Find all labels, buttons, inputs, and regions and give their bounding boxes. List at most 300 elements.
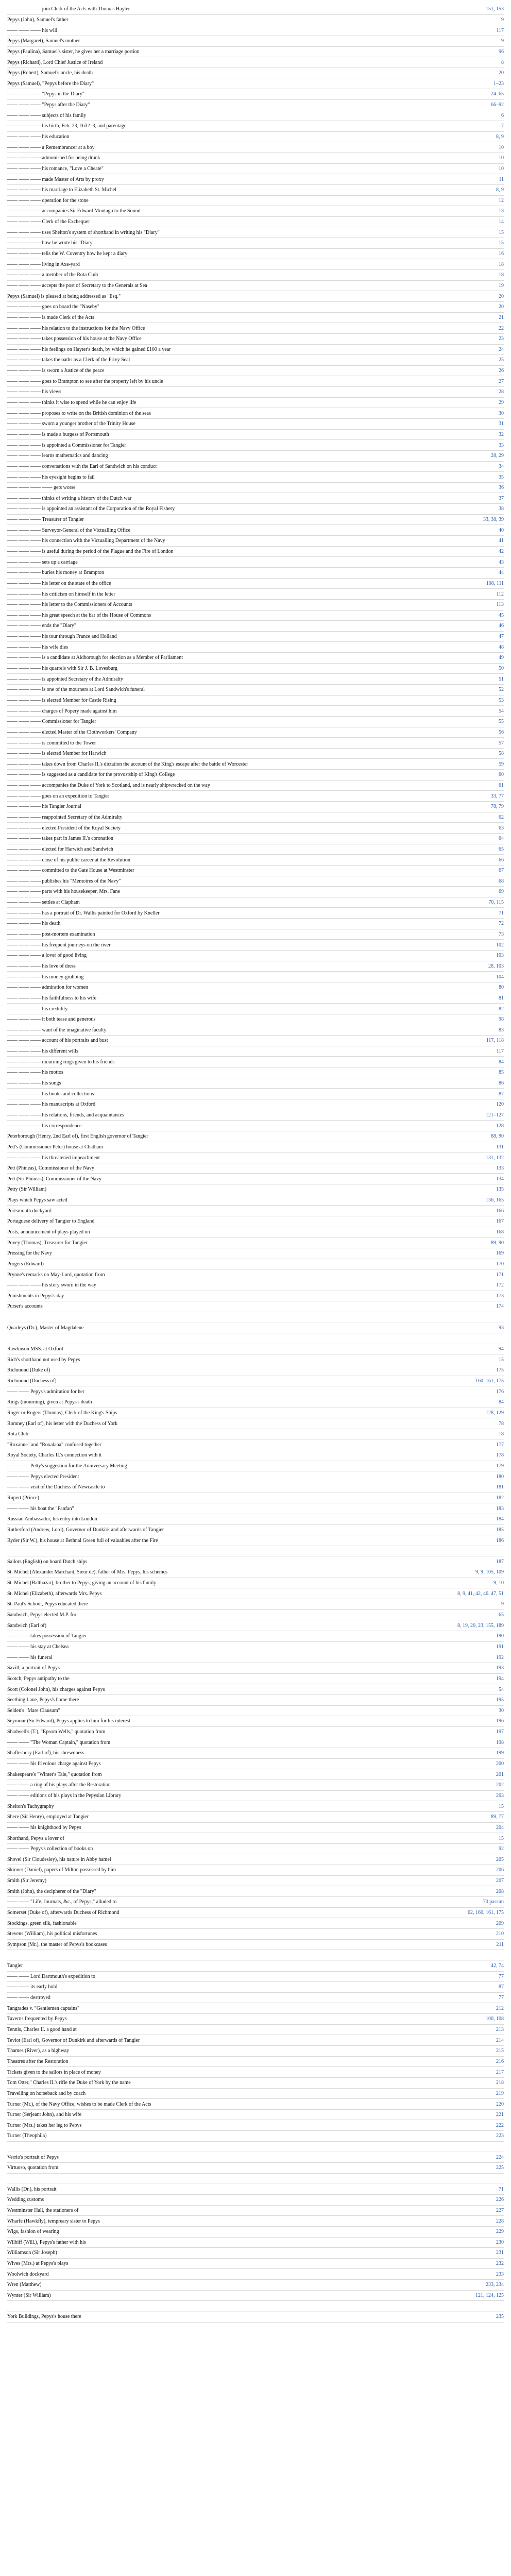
index-entry-pages[interactable]: 41 — [499, 538, 504, 544]
index-entry-text: —— —— —— uses Shelton's system of shorthand in writing his "Diary" — [7, 229, 160, 235]
index-entry-pages[interactable]: 15 — [499, 1357, 504, 1363]
index-entry-text: —— —— —— proposes to write on the British dominion of the seas — [7, 410, 151, 416]
index-entry-pages[interactable]: 18 — [499, 1431, 504, 1437]
index-entry-text: —— —— —— his songs — [7, 1080, 61, 1087]
index-entry-pages[interactable]: 108, 111 — [486, 580, 504, 586]
index-entry-pages[interactable]: 81 — [499, 995, 504, 1001]
index-entry-text: —— —— —— his wife dies — [7, 644, 69, 650]
index-entry-pages[interactable]: 18 — [499, 272, 504, 278]
index-entry-pages[interactable]: 59 — [499, 761, 504, 767]
index-entry-pages[interactable]: 15 — [499, 1835, 504, 1841]
index-entry-text: —— —— —— his will — [7, 27, 58, 33]
index-entry-pages[interactable]: 50 — [499, 666, 504, 672]
index-entry-pages[interactable]: 84 — [499, 1399, 504, 1405]
index-entry-pages[interactable]: 16 — [499, 251, 504, 257]
index-entry-text: Turner (Serjeant John), and his wife — [7, 2112, 82, 2118]
index-entry-pages[interactable]: 199 — [496, 1750, 504, 1756]
index-entry-pages[interactable]: 231 — [496, 2250, 504, 2256]
index-entry-pages[interactable]: 29 — [499, 400, 504, 406]
index-entry-pages[interactable]: 9 — [501, 16, 504, 23]
index-entry-pages[interactable]: 180 — [496, 1473, 504, 1480]
index-entry-pages[interactable]: 19 — [499, 282, 504, 289]
index-entry — [7, 823, 504, 834]
index-entry-pages[interactable]: 30 — [499, 410, 504, 416]
index-entry-pages[interactable]: 48 — [499, 644, 504, 650]
index-entry — [7, 2152, 504, 2163]
index-entry-pages[interactable]: 96 — [499, 48, 504, 55]
index-entry-pages[interactable]: 61 — [499, 783, 504, 789]
index-entry-pages[interactable]: 37 — [499, 495, 504, 501]
index-entry — [7, 1354, 504, 1365]
index-entry-pages[interactable]: 28 — [499, 389, 504, 395]
index-entry-pages[interactable]: 10 — [499, 155, 504, 161]
index-entry-pages[interactable]: 8, 9 — [496, 134, 504, 140]
index-entry-pages[interactable]: 190 — [496, 1633, 504, 1639]
index-entry-pages[interactable]: 200 — [496, 1761, 504, 1767]
index-entry-pages[interactable]: 25 — [499, 357, 504, 363]
index-entry — [7, 1716, 504, 1727]
index-entry-pages[interactable]: 214 — [496, 2037, 504, 2043]
index-entry-pages[interactable]: 210 — [496, 1931, 504, 1937]
index-entry — [7, 47, 504, 58]
index-entry-pages[interactable]: 38 — [499, 506, 504, 512]
index-entry — [7, 2184, 504, 2195]
index-entry-pages[interactable]: 56 — [499, 729, 504, 735]
index-entry-text: Wedding customs — [7, 2197, 44, 2203]
index-entry-pages[interactable]: 232 — [496, 2261, 504, 2267]
index-entry-pages[interactable]: 178 — [496, 1452, 504, 1459]
index-entry-text: —— —— —— Clerk of the Exchequer — [7, 219, 90, 225]
index-entry — [7, 376, 504, 387]
index-entry-pages[interactable]: 181 — [496, 1484, 504, 1490]
index-entry — [7, 4, 504, 15]
index-entry-pages[interactable]: 35 — [499, 474, 504, 480]
index-entry-pages[interactable]: 175 — [496, 1367, 504, 1374]
index-entry-pages[interactable]: 44 — [499, 570, 504, 576]
index-entry-pages[interactable]: 8, 9 — [496, 187, 504, 193]
index-entry — [7, 1972, 504, 1982]
index-entry-pages[interactable]: 229 — [496, 2229, 504, 2235]
index-entry-pages[interactable]: 45 — [499, 612, 504, 618]
index-entry — [7, 2227, 504, 2238]
index-entry-pages[interactable]: 205 — [496, 1856, 504, 1862]
index-entry-pages[interactable]: 89, 90 — [491, 1240, 504, 1246]
index-entry-pages[interactable]: 92 — [499, 1846, 504, 1852]
index-entry-pages[interactable]: 121–127 — [486, 1112, 504, 1118]
index-entry-pages[interactable]: 120 — [496, 1101, 504, 1108]
index-entry-pages[interactable]: 160, 161, 175 — [475, 1378, 504, 1384]
index-entry-text: —— —— —— his relations, friends, and acquaintances — [7, 1112, 124, 1118]
index-entry — [7, 1769, 504, 1780]
index-entry — [7, 1376, 504, 1387]
index-entry-pages[interactable]: 46 — [499, 623, 504, 629]
index-entry-pages[interactable]: 204 — [496, 1824, 504, 1831]
index-entry-pages[interactable]: 10 — [499, 165, 504, 172]
index-entry-pages[interactable]: 55 — [499, 719, 504, 725]
index-entry — [7, 1897, 504, 1908]
index-entry-pages[interactable]: 15 — [499, 240, 504, 246]
index-entry-pages[interactable]: 78, 79 — [491, 804, 504, 810]
index-entry-text: —— —— "The Woman Captain," quotation from — [7, 1739, 111, 1745]
index-entry — [7, 770, 504, 781]
index-entry-pages[interactable]: 70 passim — [483, 1899, 504, 1905]
index-entry-pages[interactable]: 174 — [496, 1303, 504, 1310]
index-entry-pages[interactable]: 84 — [499, 1059, 504, 1065]
index-entry-text: —— —— —— publishes his "Memoires of the Navy" — [7, 878, 121, 884]
index-entry-pages[interactable]: 203 — [496, 1792, 504, 1799]
index-entry-pages[interactable]: 179 — [496, 1463, 504, 1469]
index-entry-pages[interactable]: 43 — [499, 559, 504, 565]
index-entry-pages[interactable]: 224 — [496, 2154, 504, 2160]
index-entry-pages[interactable]: 51 — [499, 676, 504, 682]
index-entry-pages[interactable]: 69 — [499, 889, 504, 895]
index-entry-pages[interactable]: 34 — [499, 463, 504, 469]
index-entry-pages[interactable]: 36 — [499, 485, 504, 491]
index-entry — [7, 993, 504, 1004]
index-entry-text: —— —— his stay at Chelsea — [7, 1643, 69, 1650]
index-entry-pages[interactable]: 62, 160, 161, 175 — [468, 1909, 504, 1916]
index-entry-text: —— —— —— his education — [7, 134, 70, 140]
index-entry-pages[interactable]: 220 — [496, 2101, 504, 2107]
index-entry-pages[interactable]: 40 — [499, 527, 504, 533]
index-entry-pages[interactable]: 131, 132 — [486, 1155, 504, 1161]
index-entry-pages[interactable]: 103 — [496, 953, 504, 959]
index-entry-pages[interactable]: 49 — [499, 655, 504, 661]
index-entry-pages[interactable]: 167 — [496, 1218, 504, 1225]
index-entry-pages[interactable]: 27 — [499, 378, 504, 384]
index-entry-pages[interactable]: 212 — [496, 2005, 504, 2011]
index-entry — [7, 2280, 504, 2291]
index-entry-pages[interactable]: 54 — [499, 708, 504, 714]
index-entry-pages[interactable]: 33 — [499, 442, 504, 448]
index-entry-pages[interactable]: 67 — [499, 868, 504, 874]
index-entry-pages[interactable]: 83 — [499, 1027, 504, 1033]
index-entry-pages[interactable]: 26 — [499, 368, 504, 374]
index-entry-pages[interactable]: 121, 124, 125 — [475, 2293, 504, 2299]
index-entry-text: —— —— —— tells the W. Coventry how he kept a diary — [7, 251, 128, 257]
index-entry-pages[interactable]: 233 — [496, 2271, 504, 2277]
index-entry — [7, 1099, 504, 1110]
index-entry-pages[interactable]: 100, 108 — [486, 2016, 504, 2022]
index-entry-text: —— —— —— elected for Harwich and Sandwich — [7, 846, 113, 852]
index-entry — [7, 1014, 504, 1025]
index-entry-pages[interactable]: 9 — [501, 38, 504, 44]
index-entry-pages[interactable]: 166 — [496, 1208, 504, 1214]
index-entry-pages[interactable]: 217 — [496, 2069, 504, 2075]
index-entry-pages[interactable]: 211 — [496, 1941, 504, 1947]
index-entry-pages[interactable]: 206 — [496, 1867, 504, 1873]
index-entry-text: Pett's (Commissioner Peter) house at Chatham — [7, 1144, 103, 1150]
index-entry-pages[interactable]: 128, 129 — [486, 1410, 504, 1416]
index-entry-pages[interactable]: 65 — [499, 846, 504, 852]
index-entry-pages[interactable]: 136, 165 — [486, 1197, 504, 1204]
index-entry — [7, 1695, 504, 1706]
index-entry-pages[interactable]: 70, 115 — [488, 900, 504, 906]
index-entry-pages[interactable]: 20 — [499, 70, 504, 76]
index-entry-pages[interactable]: 187 — [496, 1558, 504, 1565]
index-entry-pages[interactable]: 21 — [499, 314, 504, 320]
index-entry-pages[interactable]: 62 — [499, 815, 504, 820]
index-entry-pages[interactable]: 230 — [496, 2239, 504, 2245]
index-entry-pages[interactable]: 94 — [499, 1346, 504, 1352]
index-entry-pages[interactable]: 68 — [499, 878, 504, 884]
index-entry-pages[interactable]: 23 — [499, 336, 504, 342]
index-entry-pages[interactable]: 8 — [501, 59, 504, 65]
index-entry-pages[interactable]: 8, 19, 20, 23, 155, 189 — [457, 1622, 504, 1629]
index-entry-pages[interactable]: 18 — [499, 261, 504, 267]
index-entry-pages[interactable]: 52 — [499, 687, 504, 693]
index-entry-pages[interactable]: 28, 103 — [488, 963, 504, 969]
index-entry-pages[interactable]: 168 — [496, 1229, 504, 1235]
index-entry-text: —— —— —— operation for the stone — [7, 197, 89, 204]
index-entry-text: Wren (Matthew) — [7, 2282, 42, 2288]
index-entry-pages[interactable]: 24 — [499, 346, 504, 352]
index-entry-pages[interactable]: 33, 38, 39 — [483, 517, 504, 523]
index-entry-text: Stockings, green silk, fashionable — [7, 1920, 77, 1926]
index-entry-pages[interactable]: 233, 234 — [486, 2282, 504, 2288]
index-entry-pages[interactable]: 32 — [499, 431, 504, 437]
index-entry-pages[interactable]: 12 — [499, 197, 504, 204]
index-entry-pages[interactable]: 42 — [499, 548, 504, 554]
index-entry-pages[interactable]: 128 — [496, 1123, 504, 1129]
index-entry-pages[interactable]: 195 — [496, 1697, 504, 1703]
index-entry-pages[interactable]: 28, 29 — [491, 453, 504, 459]
index-entry-pages[interactable]: 8, 9, 41, 42, 46, 47, 51 — [457, 1590, 504, 1597]
index-entry-text: —— —— —— post-mortem examination — [7, 931, 95, 938]
index-entry-pages[interactable]: 71 — [499, 910, 504, 916]
index-entry-pages[interactable]: 63 — [499, 825, 504, 831]
index-entry-pages[interactable]: 89, 77 — [491, 1814, 504, 1820]
index-entry-pages[interactable]: 93 — [499, 1325, 504, 1331]
index-entry-pages[interactable]: 1–23 — [493, 80, 504, 87]
index-entry-pages[interactable]: 172 — [496, 1282, 504, 1289]
index-entry — [7, 121, 504, 132]
index-entry — [7, 1525, 504, 1536]
index-entry-text: —— —— —— is made Clerk of the Acts — [7, 314, 94, 320]
index-entry-text: Rota Club — [7, 1431, 28, 1437]
index-entry-pages[interactable]: 218 — [496, 2080, 504, 2086]
index-entry-pages[interactable]: 14 — [499, 219, 504, 225]
index-entry-pages[interactable]: 10 — [499, 144, 504, 150]
index-entry — [7, 557, 504, 568]
index-entry-pages[interactable]: 221 — [496, 2112, 504, 2118]
index-spacer — [7, 2142, 504, 2153]
index-entry-pages[interactable]: 104 — [496, 974, 504, 980]
index-entry-pages[interactable]: 219 — [496, 2090, 504, 2096]
index-entry — [7, 759, 504, 770]
index-entry-text: Tangier — [7, 1963, 23, 1969]
index-entry-pages[interactable]: 194 — [496, 1675, 504, 1682]
index-entry-pages[interactable]: 9, 9, 105, 109 — [475, 1569, 504, 1575]
index-entry-pages[interactable]: 6 — [501, 112, 504, 118]
index-entry-pages[interactable]: 82 — [499, 1006, 504, 1012]
index-entry-pages[interactable]: 227 — [496, 2207, 504, 2213]
index-entry-pages[interactable]: 191 — [496, 1643, 504, 1650]
index-entry-pages[interactable]: 58 — [499, 751, 504, 757]
index-entry-pages[interactable]: 31 — [499, 421, 504, 427]
index-entry-pages[interactable]: 117, 118 — [486, 1038, 504, 1044]
index-entry-pages[interactable]: 86 — [499, 1080, 504, 1087]
index-entry-pages[interactable]: 226 — [496, 2197, 504, 2203]
index-entry-pages[interactable]: 201 — [496, 1771, 504, 1777]
index-entry-text: —— —— —— account of his portraits and bust — [7, 1038, 108, 1044]
index-entry-pages[interactable]: 72 — [499, 921, 504, 927]
index-entry — [7, 1503, 504, 1514]
index-entry-pages[interactable]: 7 — [501, 123, 504, 129]
index-entry-pages[interactable]: 88, 90 — [491, 1133, 504, 1140]
index-entry-pages[interactable]: 171 — [496, 1272, 504, 1278]
index-entry — [7, 1004, 504, 1014]
index-entry-pages[interactable]: 87 — [499, 1984, 504, 1990]
index-entry-pages[interactable]: 208 — [496, 1888, 504, 1894]
index-entry-text: Rutherford (Andrew, Lord), Governor of Dunkirk and afterwards of Tangier — [7, 1527, 164, 1533]
index-entry-pages[interactable]: 169 — [496, 1250, 504, 1257]
index-entry-pages[interactable]: 85 — [499, 1070, 504, 1076]
index-entry-pages[interactable]: 80 — [499, 985, 504, 991]
index-entry-pages[interactable]: 202 — [496, 1782, 504, 1788]
index-entry-pages[interactable]: 20 — [499, 293, 504, 299]
index-entry-pages[interactable]: 222 — [496, 2122, 504, 2128]
index-entry-pages[interactable]: 151, 153 — [486, 6, 504, 12]
index-entry-pages[interactable]: 73 — [499, 931, 504, 938]
index-entry-pages[interactable]: 235 — [496, 2314, 504, 2320]
index-entry-text: Seething Lane, Pepys's home there — [7, 1697, 79, 1703]
index-entry-pages[interactable]: 209 — [496, 1920, 504, 1926]
index-entry-pages[interactable]: 102 — [496, 942, 504, 948]
index-entry — [7, 940, 504, 951]
index-entry-pages[interactable]: 193 — [496, 1665, 504, 1671]
index-entry-pages[interactable]: 117 — [496, 27, 504, 33]
index-entry-pages[interactable]: 64 — [499, 836, 504, 842]
index-entry-pages[interactable]: 47 — [499, 634, 504, 640]
index-entry — [7, 493, 504, 504]
index-entry-text: Plays which Pepys saw acted — [7, 1197, 67, 1204]
index-entry-pages[interactable]: 207 — [496, 1878, 504, 1884]
index-entry-text: —— —— —— his birth, Feb. 23, 1632–3, and parentage — [7, 123, 127, 129]
index-entry-pages[interactable]: 15 — [499, 1803, 504, 1809]
index-entry-pages[interactable]: 213 — [496, 2027, 504, 2033]
index-entry-pages[interactable]: 33, 77 — [491, 793, 504, 799]
index-entry-pages[interactable]: 134 — [496, 1176, 504, 1182]
index-entry — [7, 1291, 504, 1302]
index-entry-pages[interactable]: 60 — [499, 772, 504, 778]
index-entry — [7, 1993, 504, 2004]
index-entry — [7, 2206, 504, 2216]
index-entry — [7, 2014, 504, 2025]
index-entry-pages[interactable]: 30 — [499, 1707, 504, 1714]
index-entry-pages[interactable]: 53 — [499, 697, 504, 703]
index-entry — [7, 2291, 504, 2301]
index-entry-pages[interactable]: 192 — [496, 1654, 504, 1660]
index-entry-text: —— —— —— a lover of good living — [7, 953, 87, 959]
index-entry — [7, 2035, 504, 2046]
index-entry-pages[interactable]: 9, 10 — [493, 1580, 504, 1586]
index-entry-pages[interactable]: 54 — [499, 1686, 504, 1692]
index-entry-pages[interactable]: 15 — [499, 229, 504, 235]
index-entry-pages[interactable]: 9 — [501, 1601, 504, 1607]
index-entry-pages[interactable]: 13 — [499, 208, 504, 214]
index-entry-pages[interactable]: 71 — [499, 2186, 504, 2192]
index-entry-pages[interactable]: 197 — [496, 1729, 504, 1735]
index-entry-pages[interactable]: 87 — [499, 1091, 504, 1097]
index-entry-text: —— —— —— "Pepys in the Diary" — [7, 91, 84, 97]
index-entry-pages[interactable]: 184 — [496, 1516, 504, 1522]
index-entry-pages[interactable]: 98 — [499, 1016, 504, 1023]
index-entry-text: —— —— —— a member of the Rota Club — [7, 272, 98, 278]
index-entry-text: —— —— —— is made a burgess of Portsmouth — [7, 431, 109, 437]
index-entry — [7, 2067, 504, 2078]
index-entry-pages[interactable]: 215 — [496, 2048, 504, 2054]
index-entry-pages[interactable]: 66 — [499, 857, 504, 863]
index-entry-pages[interactable]: 66–92 — [491, 102, 504, 108]
index-entry-text: —— —— visit of the Duchess of Newcastle to — [7, 1484, 105, 1490]
index-entry-pages[interactable]: 113 — [496, 602, 504, 608]
index-entry — [7, 2216, 504, 2227]
index-entry-pages[interactable]: 78 — [499, 1420, 504, 1427]
index-entry-pages[interactable]: 183 — [496, 1505, 504, 1512]
index-entry-text: Richmond (Duchess of) — [7, 1378, 57, 1384]
index-entry — [7, 1206, 504, 1216]
index-entry-pages[interactable]: 196 — [496, 1718, 504, 1724]
index-entry-text: Somerset (Duke of), afterwards Duchess of Richmond — [7, 1909, 120, 1916]
index-entry-pages[interactable]: 24–65 — [491, 91, 504, 97]
index-entry — [7, 1067, 504, 1078]
index-entry-pages[interactable]: 20 — [499, 304, 504, 310]
index-entry-pages[interactable]: 182 — [496, 1495, 504, 1501]
index-entry-text: Tickets given to the sailors in place of money — [7, 2069, 101, 2075]
index-entry-pages[interactable]: 170 — [496, 1261, 504, 1267]
index-entry-text: —— —— —— parts with his housekeeper, Mrs. Fane — [7, 889, 121, 895]
index-entry-pages[interactable]: 133 — [496, 1165, 504, 1172]
index-entry-pages[interactable]: 223 — [496, 2133, 504, 2139]
index-entry-pages[interactable]: 216 — [496, 2058, 504, 2064]
index-entry — [7, 812, 504, 823]
index-entry-text: —— —— —— "Pepys after the Diary" — [7, 102, 90, 108]
index-entry-pages[interactable]: 11 — [499, 176, 504, 182]
index-entry-pages[interactable]: 198 — [496, 1739, 504, 1745]
index-entry-text: —— —— —— his eyesight begins to fail — [7, 474, 95, 480]
index-entry — [7, 1759, 504, 1770]
index-entry-pages[interactable]: 135 — [496, 1187, 504, 1193]
index-entry-pages[interactable]: 228 — [496, 2218, 504, 2224]
index-entry-pages[interactable]: 65 — [499, 1612, 504, 1618]
index-entry-pages[interactable]: 186 — [496, 1537, 504, 1544]
index-entry — [7, 887, 504, 897]
index-entry — [7, 142, 504, 153]
index-entry — [7, 408, 504, 419]
index-entry-pages[interactable]: 77 — [499, 1995, 504, 2001]
index-entry-pages[interactable]: 22 — [499, 325, 504, 331]
index-entry-pages[interactable]: 173 — [496, 1293, 504, 1299]
index-entry-pages[interactable]: 112 — [496, 591, 504, 597]
index-entry — [7, 323, 504, 334]
index-entry — [7, 1131, 504, 1142]
index-entry-pages[interactable]: 42, 74 — [491, 1963, 504, 1969]
index-entry-text: Sympson (Mr.), the master of Pepys's bookcases — [7, 1941, 107, 1947]
index-entry-pages[interactable]: 77 — [499, 1973, 504, 1979]
index-entry-text: —— —— —— thinks of writing a history of the Dutch war — [7, 495, 132, 501]
index-entry-text: —— —— —— —— gets worse — [7, 485, 76, 491]
index-entry-pages[interactable]: 131 — [496, 1144, 504, 1150]
index-entry-pages[interactable]: 225 — [496, 2165, 504, 2171]
index-entry-pages[interactable]: 57 — [499, 740, 504, 746]
index-entry-pages[interactable]: 185 — [496, 1527, 504, 1533]
index-entry-pages[interactable]: 176 — [496, 1388, 504, 1395]
index-entry-pages[interactable]: 117 — [496, 1048, 504, 1055]
index-entry-text: —— —— —— is appointed an assistant of the Corporation of the Royal Fishery — [7, 506, 175, 512]
index-entry-pages[interactable]: 177 — [496, 1442, 504, 1448]
index-entry-text: —— —— —— sworn a younger brother of the Trinity House — [7, 421, 135, 427]
